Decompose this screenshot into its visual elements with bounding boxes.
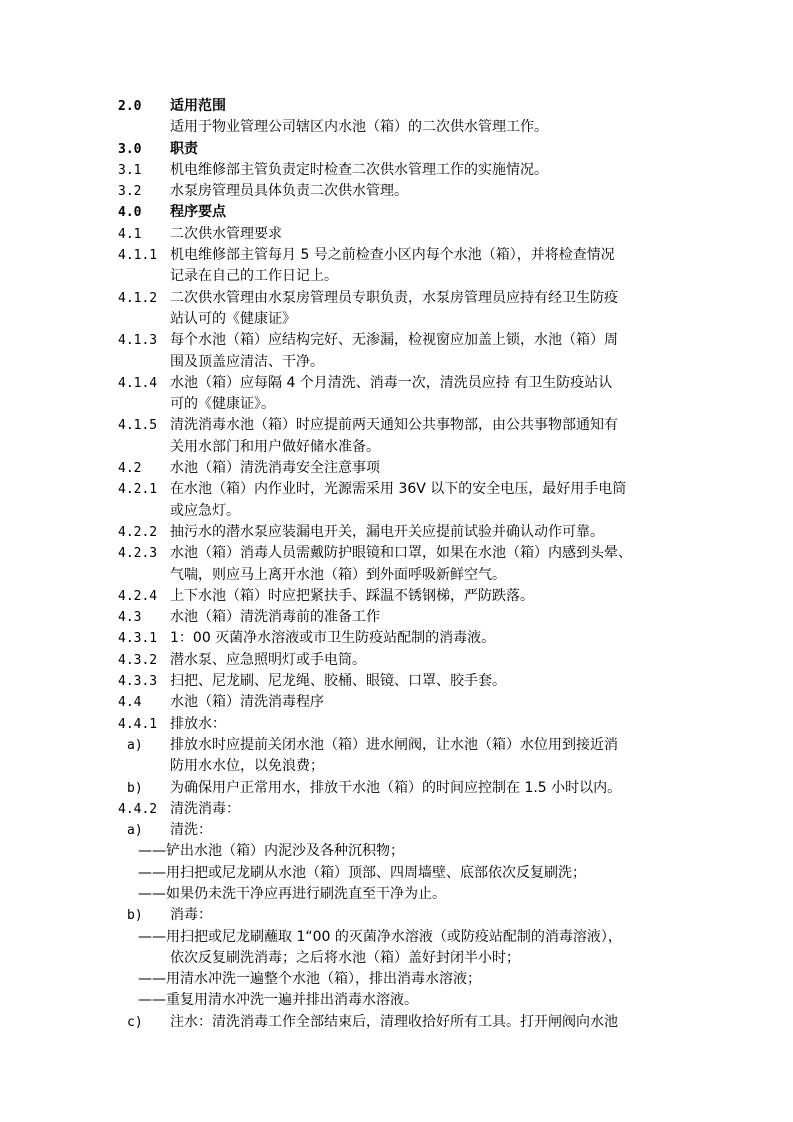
document-line bbox=[0, 692, 793, 713]
section-heading: 适用范围 bbox=[170, 98, 226, 114]
paragraph-text: 扫把、尼龙刷、尼龙绳、胶桶、眼镜、口罩、胶手套。 bbox=[170, 673, 506, 690]
document-line bbox=[0, 841, 793, 862]
document-line bbox=[0, 543, 793, 564]
paragraph-text: 排放水时应提前关闭水池（箱）进水闸阀，让水池（箱）水位用到接近消 bbox=[170, 736, 618, 753]
document-line bbox=[0, 330, 793, 351]
section-number: 4.4 bbox=[118, 695, 142, 711]
document-line bbox=[0, 650, 793, 671]
document-line bbox=[0, 394, 793, 415]
document-body bbox=[0, 96, 793, 1033]
document-line bbox=[0, 905, 793, 926]
section-number: 4.2.2 bbox=[118, 524, 158, 540]
section-number: 4.3.3 bbox=[118, 674, 158, 690]
document-line bbox=[0, 479, 793, 500]
list-letter: b) bbox=[127, 780, 143, 796]
paragraph-text: 清洗消毒水池（箱）时应提前两天通知公共事物部，由公共事物部通知有 bbox=[170, 417, 618, 434]
document-line bbox=[0, 1012, 793, 1033]
document-line bbox=[0, 863, 793, 884]
document-line bbox=[0, 927, 793, 948]
section-number: 4.2.1 bbox=[118, 482, 158, 498]
document-line bbox=[0, 948, 793, 969]
paragraph-text: 站认可的《健康证》 bbox=[170, 310, 296, 327]
dash-item-text: ——用清水冲洗一遍整个水池（箱），排出消毒水溶液； bbox=[138, 971, 481, 988]
section-number: 4.3 bbox=[118, 610, 142, 626]
document-line bbox=[0, 202, 793, 223]
document-line bbox=[0, 437, 793, 458]
document-line bbox=[0, 501, 793, 522]
paragraph-text: 二次供水管理要求 bbox=[170, 225, 282, 242]
section-number: 4.4.2 bbox=[118, 801, 158, 817]
document-line bbox=[0, 799, 793, 820]
paragraph-text: 或应急灯。 bbox=[170, 502, 240, 519]
document-line bbox=[0, 735, 793, 756]
paragraph-text: 上下水池（箱）时应把紧扶手、踩温不锈钢梯，严防跌落。 bbox=[170, 587, 534, 604]
document-line bbox=[0, 266, 793, 287]
document-line bbox=[0, 522, 793, 543]
document-line bbox=[0, 373, 793, 394]
document-line bbox=[0, 245, 793, 266]
section-number: 4.2 bbox=[118, 461, 142, 477]
document-line bbox=[0, 969, 793, 990]
paragraph-text: 关用水部门和用户做好储水准备。 bbox=[170, 438, 380, 455]
document-line bbox=[0, 352, 793, 373]
section-number: 3.2 bbox=[118, 184, 142, 200]
document-line bbox=[0, 139, 793, 160]
paragraph-text: 潜水泵、应急照明灯或手电筒。 bbox=[170, 651, 366, 668]
paragraph-text: 抽污水的潜水泵应装漏电开关，漏电开关应提前试验并确认动作可靠。 bbox=[170, 523, 604, 540]
paragraph-text: 机电维修部主管负责定时检查二次供水管理工作的实施情况。 bbox=[170, 161, 548, 178]
list-letter: c) bbox=[127, 1014, 143, 1030]
document-line bbox=[0, 607, 793, 628]
paragraph-text: 水池（箱）清洗消毒前的准备工作 bbox=[170, 609, 380, 626]
document-line bbox=[0, 586, 793, 607]
paragraph-text: 水池（箱）清洗消毒安全注意事项 bbox=[170, 460, 380, 477]
paragraph-text: 在水池（箱）内作业时，光源需采用 36V 以下的安全电压，最好用手电筒 bbox=[170, 481, 627, 498]
paragraph-text: 水池（箱）应每隔 4 个月清洗、消毒一次，清洗员应持 有卫生防疫站认 bbox=[170, 374, 613, 391]
paragraph-text: 排放水： bbox=[170, 715, 226, 732]
section-number: 4.3.2 bbox=[118, 652, 158, 668]
document-line bbox=[0, 160, 793, 181]
paragraph-text: 围及顶盖应清洁、干净。 bbox=[170, 353, 324, 370]
paragraph-text: 每个水池（箱）应结构完好、无渗漏，检视窗应加盖上锁，水池（箱）周 bbox=[170, 332, 618, 349]
paragraph-text: 清洗消毒： bbox=[170, 800, 240, 817]
document-line bbox=[0, 714, 793, 735]
paragraph-text: 防用水水位，以免浪费； bbox=[170, 758, 324, 775]
document-line bbox=[0, 671, 793, 692]
paragraph-text: 气喘，则应马上离开水池（箱）到外面呼吸新鲜空气。 bbox=[170, 566, 506, 583]
dash-item-text: ——重复用清水冲洗一遍并排出消毒水溶液。 bbox=[138, 992, 418, 1009]
paragraph-text: 二次供水管理由水泵房管理员专职负责，水泵房管理员应持有经卫生防疫 bbox=[170, 289, 618, 306]
paragraph-text: 水泵房管理员具体负责二次供水管理。 bbox=[170, 183, 408, 200]
dash-item-text: ——如果仍未洗干净应再进行刷洗直至干净为止。 bbox=[138, 885, 446, 902]
section-number: 2.0 bbox=[118, 99, 142, 114]
paragraph-text: 1：00 灭菌净水溶液或市卫生防疫站配制的消毒液。 bbox=[170, 630, 496, 647]
document-line bbox=[0, 96, 793, 117]
section-heading: 职责 bbox=[170, 140, 198, 157]
document-line bbox=[0, 778, 793, 799]
paragraph-text: 水池（箱）清洗消毒程序 bbox=[170, 694, 324, 711]
section-number: 4.1.5 bbox=[118, 418, 158, 434]
document-line bbox=[0, 288, 793, 309]
dash-item-text: ——用扫把或尼龙刷蘸取 1“00 的灭菌净水溶液（或防疫站配制的消毒溶液）， bbox=[138, 928, 622, 945]
list-letter: a) bbox=[127, 823, 143, 839]
paragraph-text: 消毒： bbox=[170, 907, 212, 924]
section-number: 4.0 bbox=[118, 205, 142, 221]
paragraph-text: 适用于物业管理公司辖区内水池（箱）的二次供水管理工作。 bbox=[170, 119, 548, 136]
paragraph-text: 注水：清洗消毒工作全部结束后，清理收拾好所有工具。打开闸阀向水池 bbox=[170, 1013, 618, 1030]
section-number: 3.1 bbox=[118, 162, 142, 178]
document-line bbox=[0, 884, 793, 905]
paragraph-text: 为确保用户正常用水，排放干水池（箱）的时间应控制在 1.5 小时以内。 bbox=[170, 779, 622, 796]
document-line bbox=[0, 756, 793, 777]
section-number: 4.1.1 bbox=[118, 248, 158, 264]
section-number: 4.2.4 bbox=[118, 588, 158, 604]
section-number: 4.1.3 bbox=[118, 333, 158, 349]
paragraph-text: 可的《健康证》。 bbox=[170, 396, 275, 413]
list-letter: a) bbox=[127, 737, 143, 753]
document-line bbox=[0, 309, 793, 330]
document-line bbox=[0, 117, 793, 138]
paragraph-text: 水池（箱）消毒人员需戴防护眼镜和口罩，如果在水池（箱）内感到头晕、 bbox=[170, 545, 632, 562]
section-number: 4.4.1 bbox=[118, 716, 158, 732]
paragraph-text: 依次反复刷洗消毒；之后将水池（箱）盖好封闭半小时； bbox=[170, 949, 520, 966]
paragraph-text: 记录在自己的工作日记上。 bbox=[170, 268, 338, 285]
dash-item-text: ——用扫把或尼龙刷从水池（箱）顶部、四周墙壁、底部依次反复刷洗； bbox=[138, 864, 586, 881]
document-line bbox=[0, 820, 793, 841]
dash-item-text: ——铲出水池（箱）内泥沙及各种沉积物； bbox=[138, 843, 404, 860]
section-number: 3.0 bbox=[118, 141, 142, 157]
paragraph-text: 机电维修部主管每月 5 号之前检查小区内每个水池（箱），并将检查情况 bbox=[170, 247, 615, 264]
document-line bbox=[0, 990, 793, 1011]
section-number: 4.2.3 bbox=[118, 546, 158, 562]
document-line bbox=[0, 181, 793, 202]
paragraph-text: 清洗： bbox=[170, 822, 212, 839]
section-number: 4.1.2 bbox=[118, 290, 158, 306]
section-number: 4.1 bbox=[118, 226, 142, 242]
list-letter: b) bbox=[127, 908, 143, 924]
section-heading: 程序要点 bbox=[170, 204, 226, 221]
document-line bbox=[0, 415, 793, 436]
document-line bbox=[0, 565, 793, 586]
document-line bbox=[0, 628, 793, 649]
document-line bbox=[0, 224, 793, 245]
section-number: 4.1.4 bbox=[118, 375, 158, 391]
document-line bbox=[0, 458, 793, 479]
section-number: 4.3.1 bbox=[118, 631, 158, 647]
